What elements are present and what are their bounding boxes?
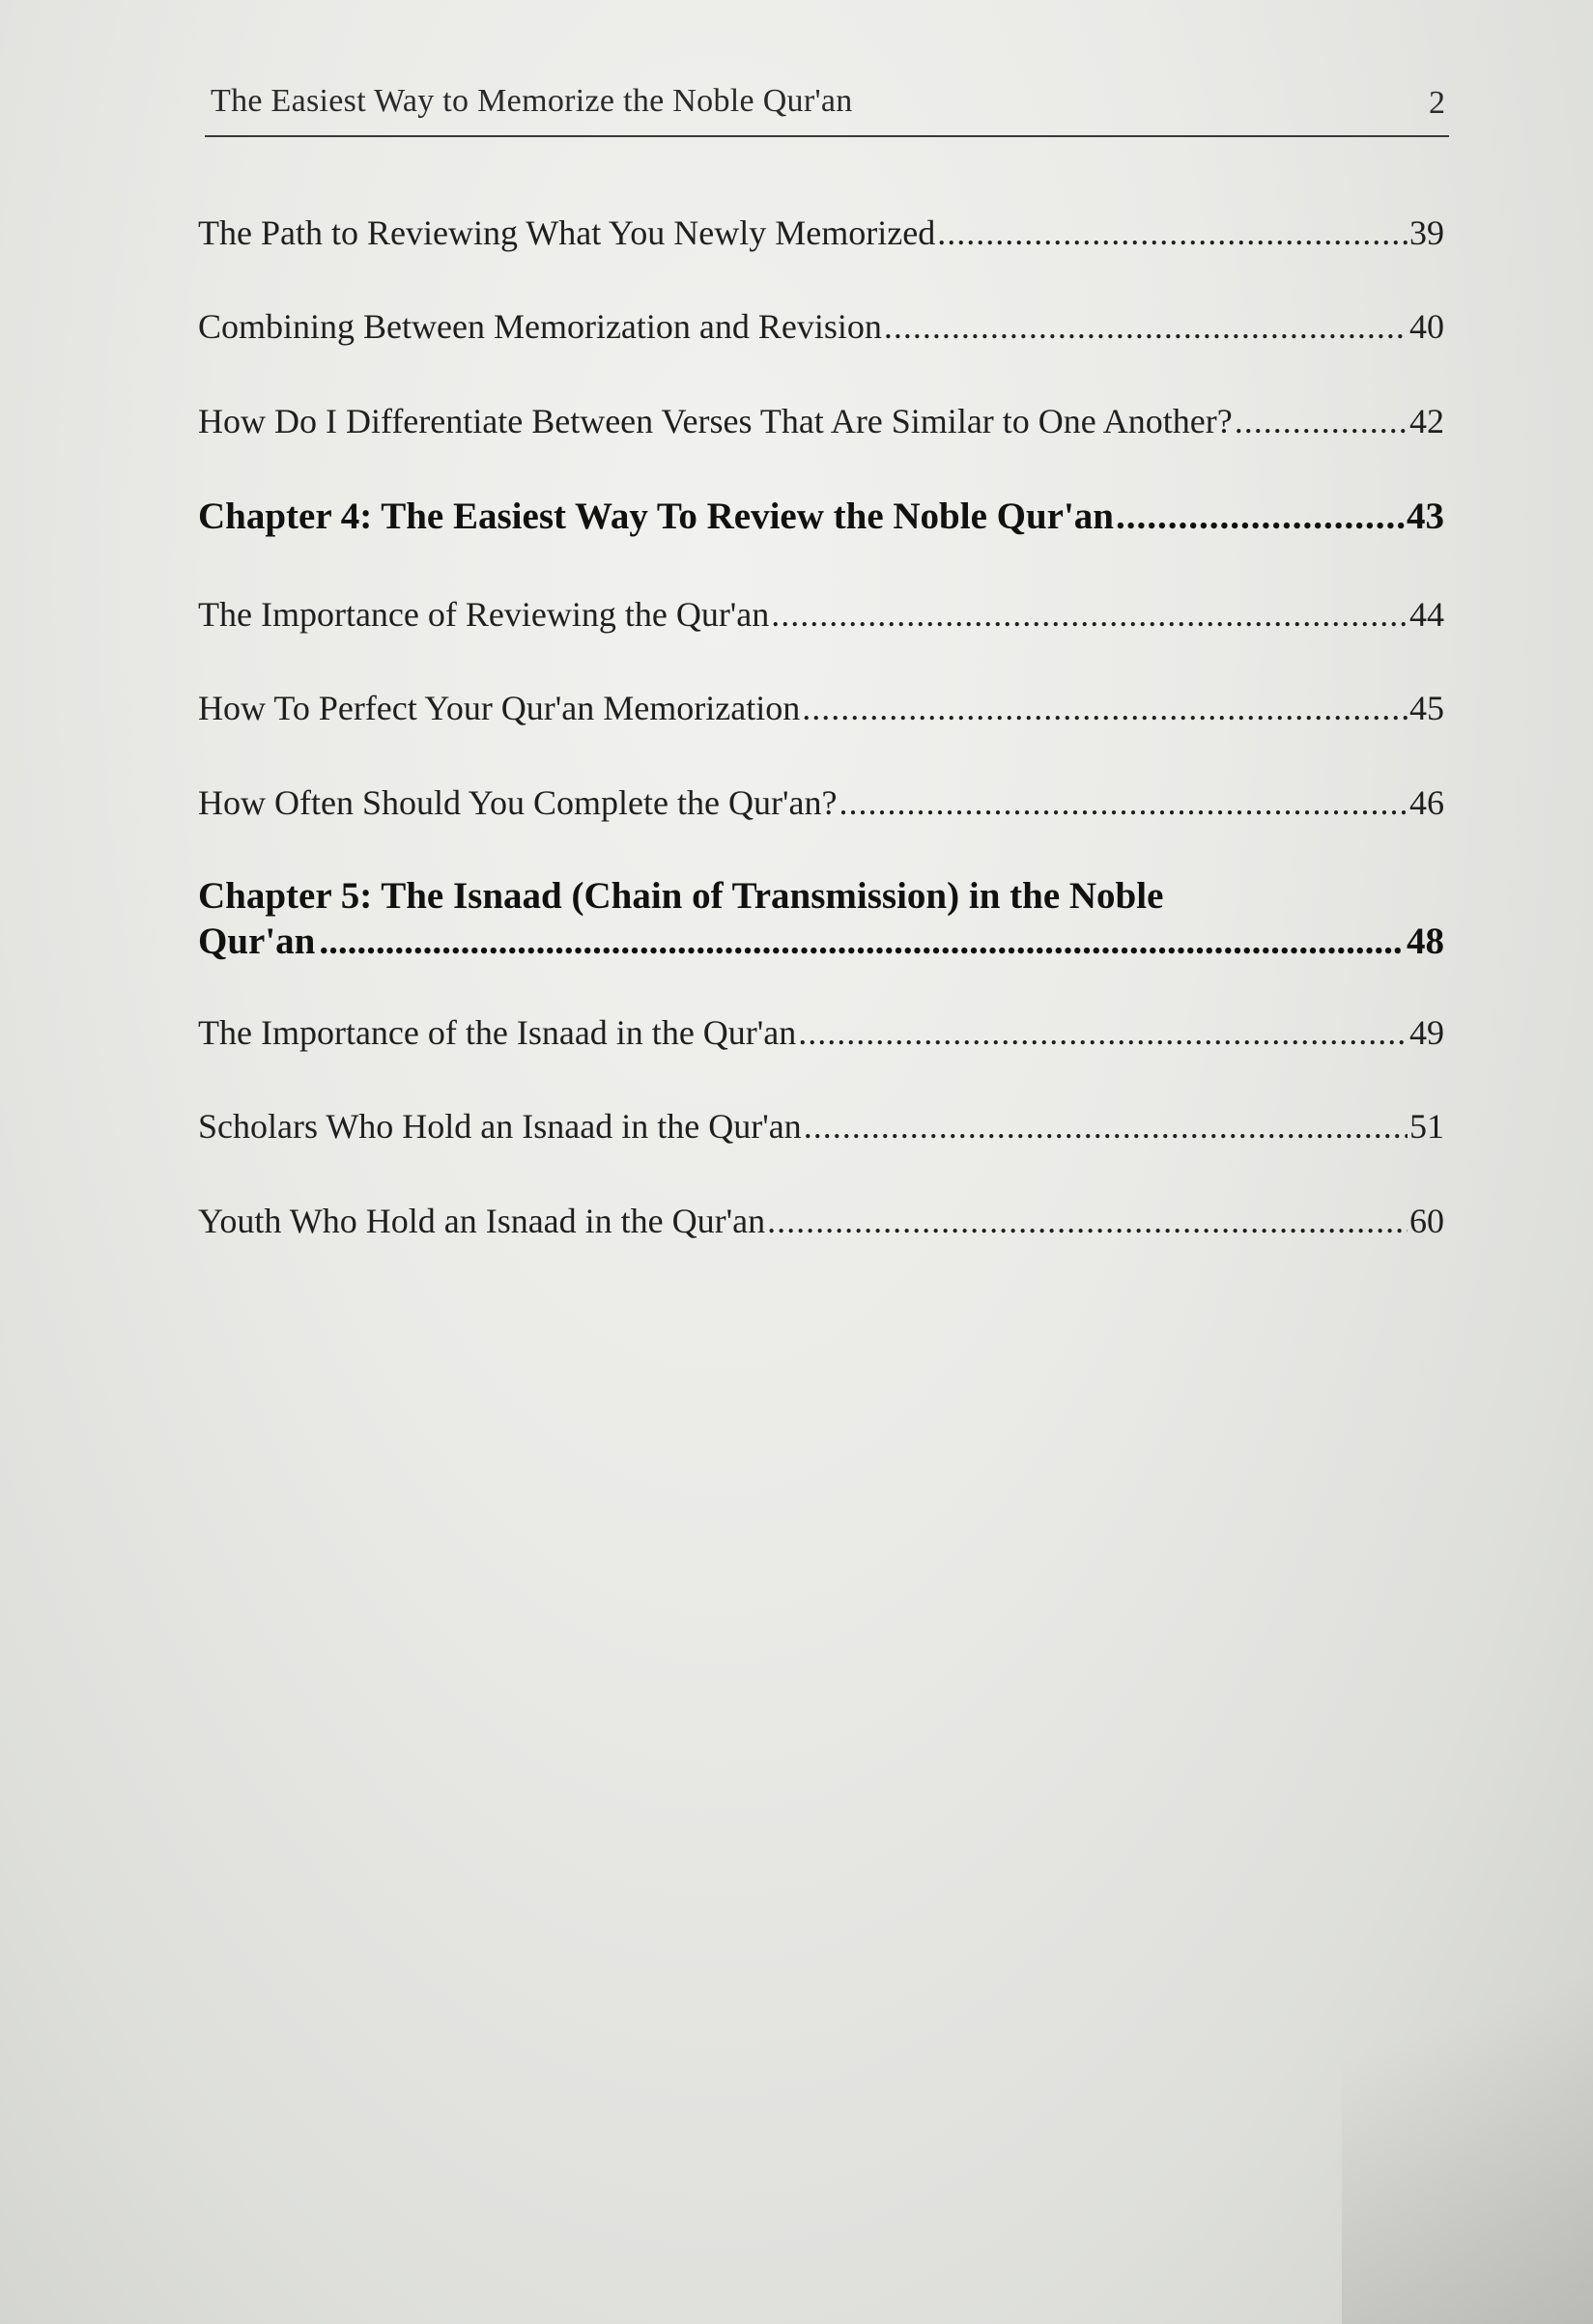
toc-chapter-page: 48	[1407, 921, 1444, 962]
running-header-title: The Easiest Way to Memorize the Noble Qur'an	[211, 83, 853, 119]
dot-leader	[802, 688, 1408, 728]
toc-entry	[198, 1106, 1444, 1147]
toc-chapter-entry	[198, 874, 1444, 963]
dot-leader	[804, 1106, 1408, 1147]
dot-leader	[1235, 401, 1408, 441]
dot-leader	[884, 306, 1408, 347]
toc-chapter-entry	[198, 495, 1444, 538]
toc-entry-title: How To Perfect Your Qur'an Memorization	[198, 689, 801, 727]
toc-entry	[198, 594, 1444, 635]
toc-entry	[198, 401, 1444, 441]
running-header	[205, 79, 1449, 137]
toc-entry	[198, 1012, 1444, 1053]
dot-leader	[319, 920, 1403, 963]
toc-entry-page: 49	[1409, 1013, 1444, 1052]
toc-entry-page: 40	[1409, 307, 1444, 346]
toc-entry-page: 45	[1409, 689, 1444, 727]
toc-entry-page: 44	[1409, 595, 1444, 634]
toc-entry-title: Combining Between Memorization and Revision	[198, 307, 882, 346]
page-number: 2	[1429, 85, 1445, 121]
dot-leader	[937, 213, 1408, 253]
toc-entry-title: Youth Who Hold an Isnaad in the Qur'an	[198, 1202, 766, 1240]
toc-entry-title: Scholars Who Hold an Isnaad in the Qur'an	[198, 1107, 802, 1146]
toc-entry-page: 51	[1409, 1107, 1444, 1146]
dot-leader	[1116, 495, 1405, 538]
toc-entry-title: How Do I Differentiate Between Verses That Are Similar to One Another?	[198, 402, 1233, 440]
toc-entry-page: 60	[1409, 1202, 1444, 1240]
dot-leader	[798, 1012, 1408, 1053]
toc-entry	[198, 688, 1444, 728]
toc-entry-title: The Path to Reviewing What You Newly Memorized	[198, 213, 936, 252]
toc-entry-page: 39	[1409, 213, 1444, 252]
toc-chapter-page: 43	[1407, 496, 1444, 537]
toc-entry-page: 46	[1409, 783, 1444, 822]
toc-entry-title: How Often Should You Complete the Qur'an?	[198, 783, 838, 822]
toc-entry	[198, 306, 1444, 347]
toc-entry	[198, 782, 1444, 823]
toc-chapter-title-line1: Chapter 5: The Isnaad (Chain of Transmission) in the Noble	[198, 875, 1164, 917]
dot-leader	[767, 1201, 1408, 1241]
toc-entry	[198, 213, 1444, 253]
toc-chapter-title: Chapter 4: The Easiest Way To Review the Noble Qur'an	[198, 496, 1114, 537]
dot-leader	[839, 782, 1408, 823]
toc-entry-title: The Importance of the Isnaad in the Qur'an	[198, 1013, 797, 1052]
toc-chapter-title-line2: Qur'an	[198, 921, 316, 962]
toc-entry-title: The Importance of Reviewing the Qur'an	[198, 595, 770, 634]
dot-leader	[771, 594, 1408, 635]
toc-entry	[198, 1201, 1444, 1241]
toc-entry-page: 42	[1409, 402, 1444, 440]
